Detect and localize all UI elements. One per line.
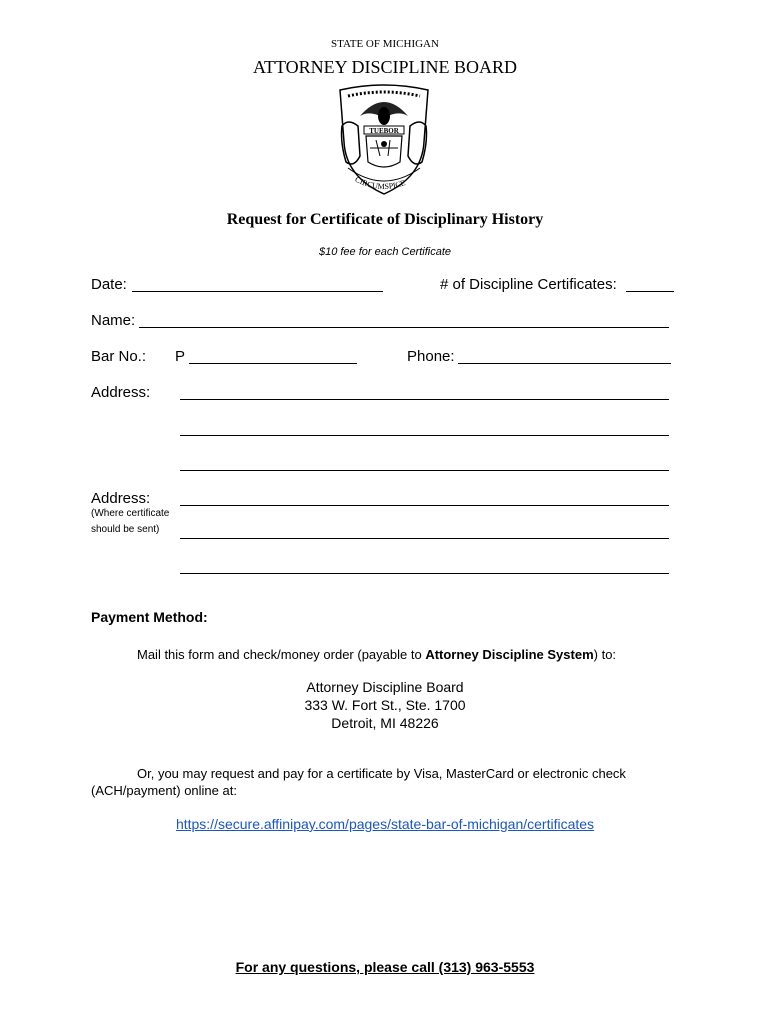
mailing-address-field-line-3[interactable]	[180, 573, 669, 574]
name-field[interactable]	[139, 327, 669, 328]
bar-number-field[interactable]	[189, 363, 357, 364]
mail-address-line-3: Detroit, MI 48226	[331, 715, 439, 731]
payment-heading: Payment Method:	[91, 609, 208, 625]
mailing-address-field-line-1[interactable]	[180, 505, 669, 506]
address-field-line-1[interactable]	[180, 399, 669, 400]
questions-footer: For any questions, please call (313) 963-5553	[235, 959, 535, 975]
state-heading: STATE OF MICHIGAN	[331, 38, 439, 50]
board-heading: ATTORNEY DISCIPLINE BOARD	[252, 57, 517, 77]
michigan-seal-icon	[328, 82, 440, 198]
payee-name: Attorney Discipline System	[425, 647, 594, 662]
mailing-address-label: Address:	[91, 490, 151, 507]
mailing-note-line-2: should be sent)	[91, 524, 160, 535]
mail-address-line-1: Attorney Discipline Board	[306, 679, 464, 695]
address-field-line-2[interactable]	[180, 435, 669, 436]
seal-bottom-text: CIRCUMSPICE	[353, 174, 407, 192]
mail-address-line-2: 333 W. Fort St., Ste. 1700	[304, 697, 466, 713]
phone-label: Phone:	[407, 348, 455, 365]
certificates-count-field[interactable]	[626, 291, 674, 292]
bar-number-label: Bar No.:	[91, 348, 147, 365]
payment-link[interactable]: https://secure.affinipay.com/pages/state-bar-of-michigan/certificates	[175, 816, 595, 832]
mailing-address-field-line-2[interactable]	[180, 538, 669, 539]
mail-instructions: Mail this form and check/money order (payable to Attorney Discipline System) to:	[137, 647, 617, 662]
seal-motto-ribbon: TUEBOR	[369, 127, 399, 135]
address-field-line-3[interactable]	[180, 470, 669, 471]
online-payment-text-1: Or, you may request and pay for a certificate by Visa, MasterCard or electronic check	[137, 766, 626, 781]
date-label: Date:	[91, 276, 127, 293]
date-field[interactable]	[132, 291, 383, 292]
online-payment-text-2: (ACH/payment) online at:	[91, 783, 237, 798]
address-label: Address:	[91, 384, 151, 401]
phone-field[interactable]	[458, 363, 671, 364]
name-label: Name:	[91, 312, 136, 329]
mailing-note-line-1: (Where certificate	[91, 508, 170, 519]
form-title: Request for Certificate of Disciplinary History	[226, 211, 544, 228]
fee-note: $10 fee for each Certificate	[318, 246, 452, 258]
certificates-label: # of Discipline Certificates:	[440, 276, 617, 293]
bar-number-prefix: P	[175, 348, 186, 365]
